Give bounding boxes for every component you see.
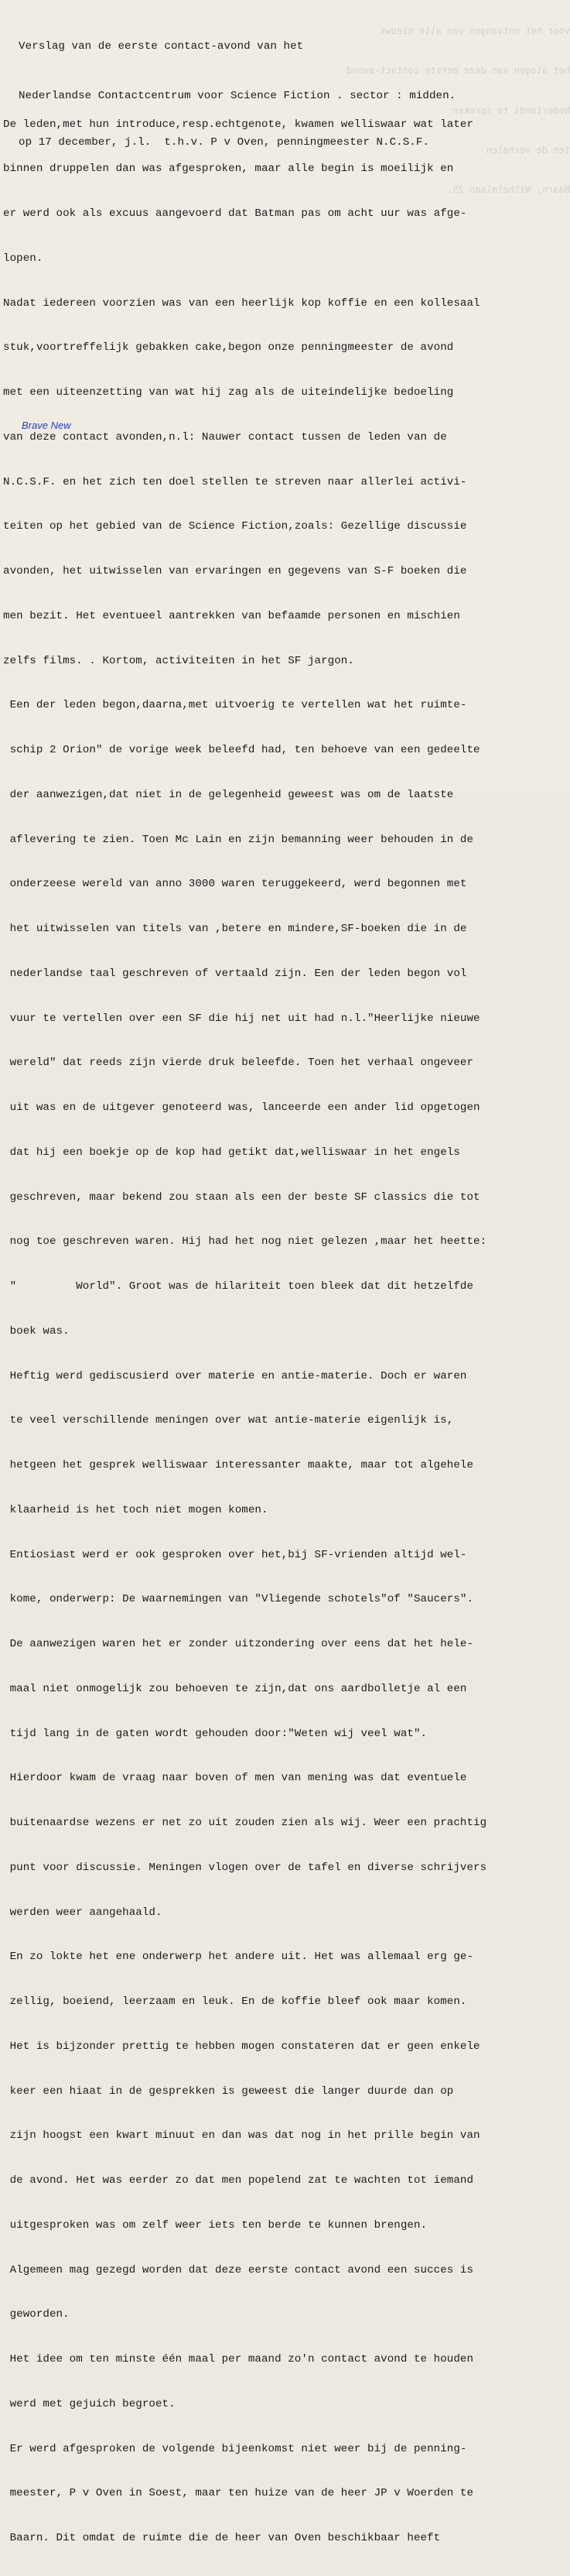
body-line: binnen druppelen dan was afgesproken, maar alle begin is moeilijk en bbox=[3, 163, 454, 176]
body-line: Het is bijzonder prettig te hebben mogen constateren dat er geen enkele bbox=[3, 2040, 480, 2053]
body-line: met een uiteenzetting van wat hij zag als de uiteindelijke bedoeling bbox=[3, 386, 454, 399]
body-line: schip 2 Orion" de vorige week beleefd had, ten behoeve van een gedeelte bbox=[3, 744, 480, 756]
body-line: buitenaardse wezens er net zo uit zouden zien als wij. Weer een prachtig bbox=[3, 1817, 487, 1829]
body-line: boek was. bbox=[3, 1324, 70, 1338]
body-line: Nadat iedereen voorzien was van een heerlijk kop koffie en een kollesaal bbox=[3, 296, 480, 310]
body-line: dat hij een boekje op de kop had getikt dat,welliswaar in het engels bbox=[3, 1146, 460, 1159]
body-line: klaarheid is het toch niet mogen komen. bbox=[3, 1503, 268, 1516]
handwritten-insert: Brave New bbox=[22, 420, 71, 431]
bleed-line: Baarn, Wilhelmlaan 25. bbox=[447, 184, 570, 195]
body-line: Baarn. Dit omdat de ruimte die de heer van Oven beschikbaar heeft bbox=[3, 2532, 441, 2544]
body-line: Het idee om ten minste één maal per maand zo'n contact avond te houden bbox=[3, 2353, 474, 2365]
header-title-line: Verslag van de eerste contact-avond van het bbox=[19, 40, 304, 53]
body-line: te veel verschillende meningen over wat antie-materie eigenlijk is, bbox=[3, 1414, 454, 1427]
body-line: de avond. Het was eerder zo dat men popelend zat te wachten tot iemand bbox=[3, 2174, 474, 2187]
body-line: Entiosiast werd er ook gesproken over het,bij SF-vrienden altijd wel- bbox=[3, 1548, 467, 1561]
body-line: Algemeen mag gezegd worden dat deze eerste contact avond een succes is bbox=[3, 2263, 474, 2276]
body-line: er werd ook als excuus aangevoerd dat Batman pas om acht uur was afge- bbox=[3, 207, 467, 220]
body-line: onderzeese wereld van anno 3000 waren teruggekeerd, werd begonnen met bbox=[3, 878, 467, 891]
body-line: Er werd afgesproken de volgende bijeenkomst niet weer bij de penning- bbox=[3, 2442, 467, 2455]
body-line: werden weer aangehaald. bbox=[3, 1906, 162, 1919]
bleed-line: voor het ontvangen van alle nieuws bbox=[380, 26, 570, 36]
body-line: uit was en de uitgever genoteerd was, lanceerde een ander lid opgetogen bbox=[3, 1101, 480, 1114]
body-line: En zo lokte het ene onderwerp het andere uit. Het was allemaal erg ge- bbox=[3, 1951, 474, 1964]
body-line: men bezit. Het eventueel aantrekken van befaamde personen en mischien bbox=[3, 609, 460, 622]
body-line: wereld" dat reeds zijn vierde druk beleefde. Toen het verhaal ongeveer bbox=[3, 1057, 474, 1070]
header-date-line: op 17 december, j.l. t.h.v. P v Oven, penningmeester N.C.S.F. bbox=[19, 136, 429, 149]
body-line: vuur te vertellen over een SF die hij net uit had n.l."Heerlijke nieuwe bbox=[3, 1012, 480, 1025]
body-line: stuk,voortreffelijk gebakken cake,begon onze penningmeester de avond bbox=[3, 341, 454, 355]
body-line: Heftig werd gediscusierd over materie en antie-materie. Doch er waren bbox=[3, 1369, 467, 1382]
body-line: zelfs films. . Kortom, activiteiten in het SF jargon. bbox=[3, 654, 354, 667]
report-body bbox=[3, 87, 486, 2576]
body-line: lopen. bbox=[3, 252, 43, 265]
body-line: maal niet onmogelijk zou behoeven te zijn,dat ons aardbolletje al een bbox=[3, 1682, 467, 1695]
body-line: kome, onderwerp: De waarnemingen van "Vliegende schotels"of "Saucers". bbox=[3, 1593, 474, 1606]
body-line: keer een hiaat in de gesprekken is geweest die langer duurde dan op bbox=[3, 2084, 454, 2098]
body-line: meester, P v Oven in Soest, maar ten huize van de heer JP v Woerden te bbox=[3, 2487, 474, 2500]
body-line: van deze contact avonden,n.l: Nauwer contact tussen de leden van de bbox=[3, 430, 447, 444]
bleed-line: ten de verhalen bbox=[486, 144, 570, 156]
body-line: avonden, het uitwisselen van ervaringen en gegevens van S-F boeken die bbox=[3, 565, 467, 577]
body-line: N.C.S.F. en het zich ten doel stellen te streven naar allerlei activi- bbox=[3, 475, 467, 488]
body-line: Hierdoor kwam de vraag naar boven of men van mening was dat eventuele bbox=[3, 1772, 467, 1785]
body-line: geschreven, maar bekend zou staan als een der beste SF classics die tot bbox=[3, 1190, 480, 1204]
body-line: werd met gejuich begroet. bbox=[3, 2397, 176, 2410]
body-line: teiten op het gebied van de Science Fiction,zoals: Gezellige discussie bbox=[3, 520, 467, 533]
body-line: nederlandse taal geschreven of vertaald zijn. Een der leden begon vol bbox=[3, 967, 467, 980]
body-line: " World". Groot was de hilariteit toen bleek dat dit hetzelfde bbox=[3, 1280, 474, 1293]
body-line: der aanwezigen,dat niet in de gelegenheid geweest was om de laatste bbox=[3, 788, 454, 801]
body-line: De leden,met hun introduce,resp.echtgenote, kwamen welliswaar wat later bbox=[3, 118, 474, 131]
body-line: hetgeen het gesprek welliswaar interessanter maakte, maar tot algehele bbox=[3, 1459, 474, 1471]
body-line: nog toe geschreven waren. Hij had het nog niet gelezen ,maar het heette: bbox=[3, 1235, 487, 1249]
body-line: uitgesproken was om zelf weer iets ten berde te kunnen brengen. bbox=[3, 2218, 428, 2232]
body-line: zijn hoogst een kwart minuut en dan was dat nog in het prille begin van bbox=[3, 2129, 480, 2143]
body-line: aflevering te zien. Toen Mc Lain en zijn bemanning weer behouden in de bbox=[3, 833, 474, 846]
body-line: zellig, boeiend, leerzaam en leuk. En de koffie bleef ook maar komen. bbox=[3, 1995, 467, 2008]
body-line: Een der leden begon,daarna,met uitvoerig te vertellen wat het ruimte- bbox=[3, 699, 467, 712]
body-line: De aanwezigen waren het er zonder uitzondering over eens dat het hele- bbox=[3, 1638, 474, 1650]
body-line: geworden. bbox=[3, 2308, 70, 2321]
header-organisation-line: Nederlandse Contactcentrum voor Science Fiction . sector : midden. bbox=[19, 90, 456, 102]
bleed-line: het alagen van deze eerste contact-avond bbox=[346, 65, 570, 77]
body-line: punt voor discussie. Meningen vlogen over de tafel en diverse schrijvers bbox=[3, 1861, 487, 1874]
bleed-line: Nederlands te spreken bbox=[452, 104, 570, 116]
body-line: tijd lang in de gaten wordt gehouden door:"Weten wij veel wat". bbox=[3, 1727, 428, 1740]
body-line: het uitwisselen van titels van ,betere en mindere,SF-boeken die in de bbox=[3, 923, 467, 935]
